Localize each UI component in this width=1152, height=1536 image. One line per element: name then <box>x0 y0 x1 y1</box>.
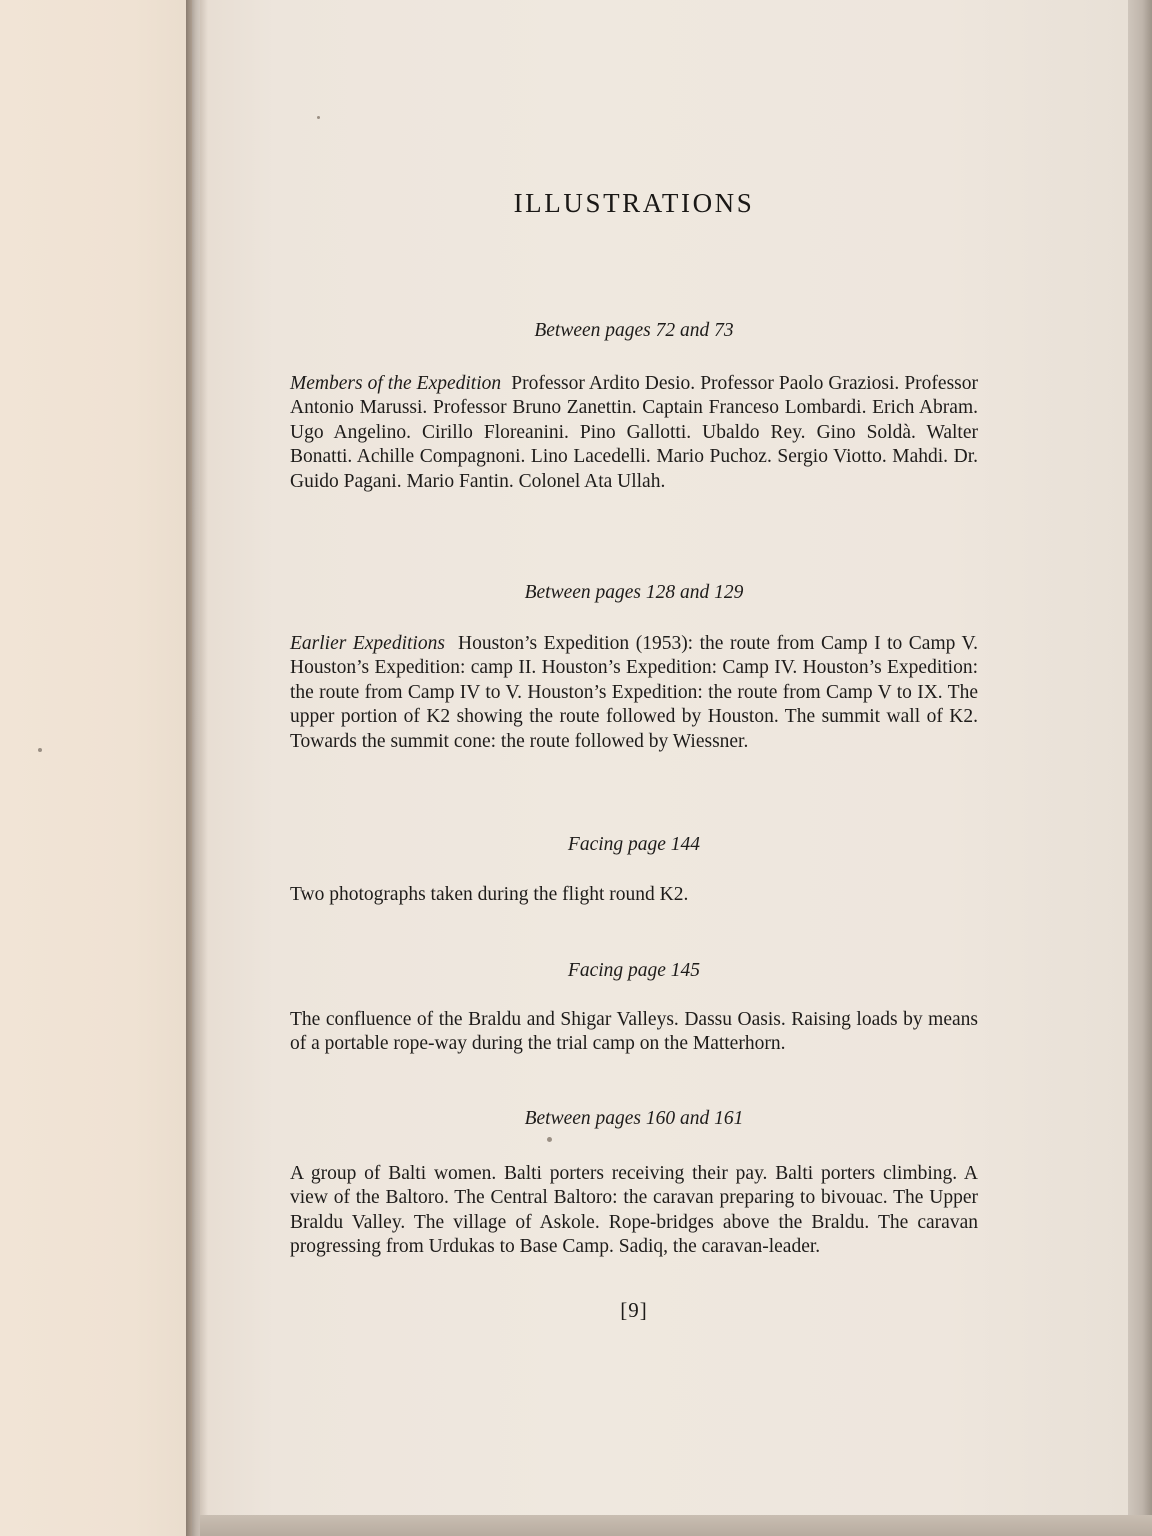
page-edge-bottom <box>200 1515 1152 1536</box>
paper-speck <box>38 748 42 752</box>
section-heading: Between pages 128 and 129 <box>524 582 744 603</box>
spine-shadow <box>186 0 208 1536</box>
section-body <box>290 883 978 907</box>
section-body <box>290 372 978 494</box>
section-lead: Members of the Expedition <box>290 373 502 394</box>
right-page <box>200 0 1130 1517</box>
section-body <box>290 1008 978 1057</box>
page-edge-right <box>1128 0 1152 1536</box>
section-lead: Earlier Expeditions <box>290 633 445 654</box>
paper-speck <box>317 116 320 119</box>
section-body <box>290 1162 978 1260</box>
section-heading: Facing page 145 <box>567 960 701 981</box>
section-body <box>290 632 978 754</box>
section-text: Professor Ardito Desio. Professor Paolo Graziosi. Professor Antonio Marussi. Professor Bruno Zanettin. Captain Franceso Lombardi. Erich Abram. Ugo Angelino. Cirillo Floreanini. Pino Gallotti. Ubaldo Rey. Gino Soldà. Walter Bonatti. Achille Compagnoni. Lino Lacedelli. Mario Puchoz. Sergio Viotto. Mahdi. Dr. Guido Pagani. Mario Fantin. Colonel Ata Ullah. <box>290 373 978 492</box>
left-page <box>0 0 192 1536</box>
section-heading: Between pages 160 and 161 <box>524 1108 744 1129</box>
section-text: Two photographs taken during the flight round K2. <box>290 884 689 905</box>
section-text: A group of Balti women. Balti porters receiving their pay. Balti porters climbing. A view of the Baltoro. The Central Baltoro: the caravan preparing to bivouac. The Upper Braldu Valley. The village of Askole. Rope-bridges above the Braldu. The caravan progressing from Urdukas to Base Camp. Sadiq, the caravan-leader. <box>290 1163 978 1258</box>
section-text: Houston’s Expedition (1953): the route from Camp I to Camp V. Houston’s Expedition: camp II. Houston’s Expedition: Camp IV. Houston’s Expedition: the route from Camp IV to V. Houston’s Expedition: the route from Camp V to IX. The upper portion of K2 showing the route followed by Houston. The summit wall of K2. Towards the summit cone: the route followed by Wiessner. <box>290 633 978 752</box>
page-number: [9] <box>620 1298 648 1322</box>
page-title: ILLUSTRATIONS <box>513 188 755 218</box>
paper-speck <box>547 1137 552 1142</box>
section-heading: Between pages 72 and 73 <box>534 320 734 341</box>
section-text: The confluence of the Braldu and Shigar Valleys. Dassu Oasis. Raising loads by means of a portable rope-way during the trial camp on the Matterhorn. <box>290 1009 978 1055</box>
section-heading: Facing page 144 <box>567 834 701 855</box>
